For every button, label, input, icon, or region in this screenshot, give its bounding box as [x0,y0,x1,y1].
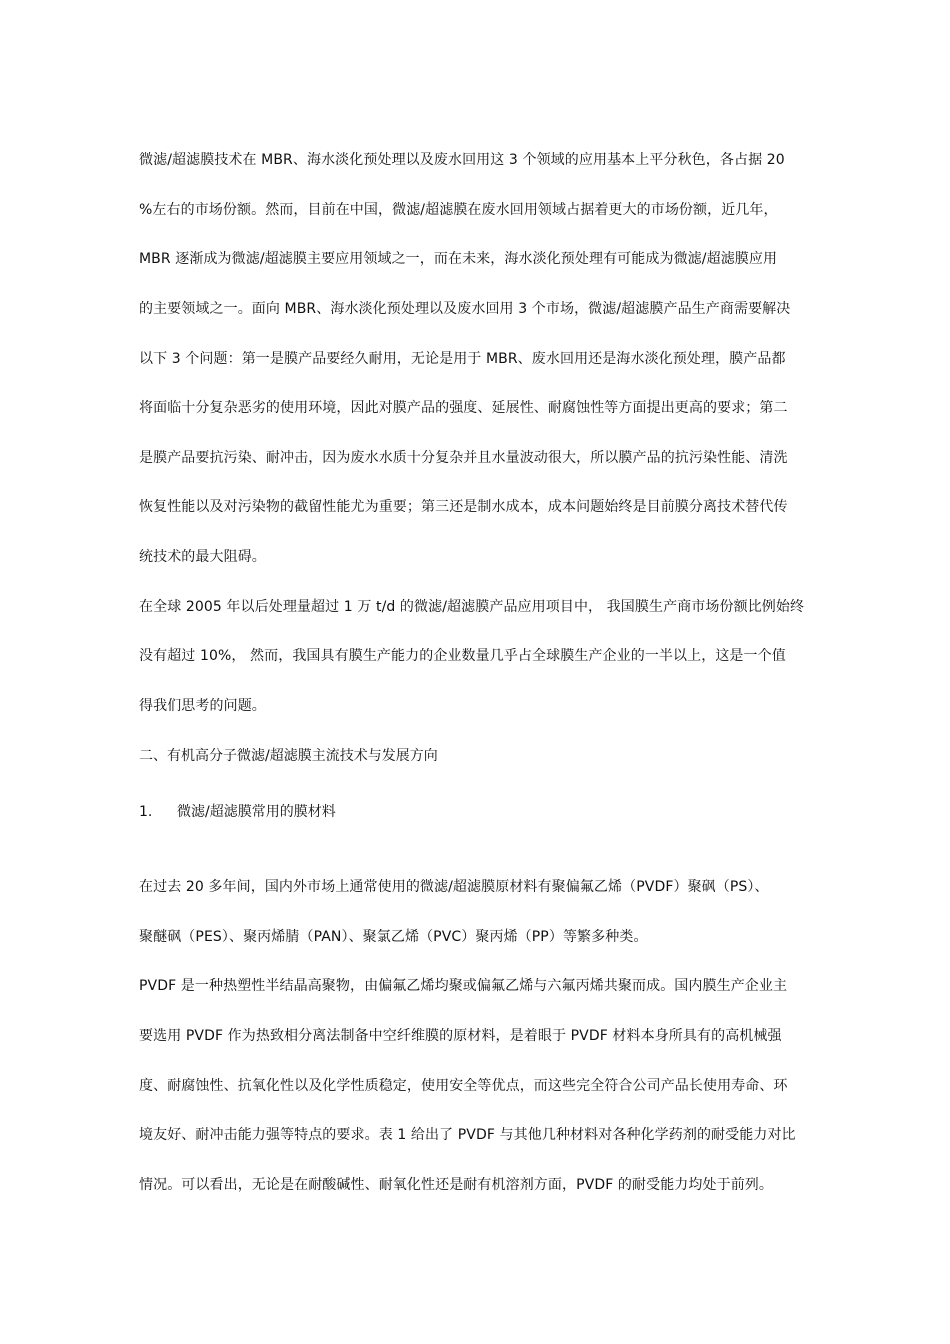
paragraph1-line: 恢复性能以及对污染物的截留性能尤为重要；第三还是制水成本，成本问题始终是目前膜分离技术替代传 [139,499,788,515]
section-heading: 二、有机高分子微滤/超滤膜主流技术与发展方向 [139,748,438,764]
paragraph1-line: 的主要领域之一。面向 MBR、海水淡化预处理以及废水回用 3 个市场，微滤/超滤膜产品生产商需要解决 [139,301,791,317]
paragraph1-line: 以下 3 个问题：第一是膜产品要经久耐用，无论是用于 MBR、废水回用还是海水淡化预处理，膜产品都 [139,351,786,367]
paragraph3-line: 聚醚砜（PES）、聚丙烯腈（PAN）、聚氯乙烯（PVC）聚丙烯（PP）等繁多种类。 [139,929,648,945]
paragraph2-line: 没有超过 10%， 然而，我国具有膜生产能力的企业数量几乎占全球膜生产企业的一半以上，这是一个值 [139,648,786,664]
paragraph1-line: 统技术的最大阻碍。 [139,549,266,565]
subsection-number: 1. [139,804,153,820]
subsection-title: 微滤/超滤膜常用的膜材料 [177,804,336,820]
paragraph2-line: 得我们思考的问题。 [139,698,266,714]
paragraph1-line: %左右的市场份额。然而，目前在中国，微滤/超滤膜在废水回用领域占据着更大的市场份额，近几年， [139,202,778,218]
paragraph1-line: 将面临十分复杂恶劣的使用环境，因此对膜产品的强度、延展性、耐腐蚀性等方面提出更高的要求；第二 [139,400,788,416]
paragraph3-line: 在过去 20 多年间，国内外市场上通常使用的微滤/超滤膜原材料有聚偏氟乙烯（PVDF）聚砜（PS）、 [139,879,769,895]
paragraph4-line: 度、耐腐蚀性、抗氧化性以及化学性质稳定，使用安全等优点，而这些完全符合公司产品长使用寿命、环 [139,1078,788,1094]
paragraph4-line: 情况。可以看出，无论是在耐酸碱性、耐氧化性还是耐有机溶剂方面，PVDF 的耐受能力均处于前列。 [139,1177,773,1193]
subsection-heading [139,802,336,822]
paragraph4-line: 要选用 PVDF 作为热致相分离法制备中空纤维膜的原材料，是着眼于 PVDF 材料本身所具有的高机械强 [139,1028,782,1044]
paragraph1-line: 是膜产品要抗污染、耐冲击，因为废水水质十分复杂并且水量波动很大，所以膜产品的抗污染性能、清洗 [139,450,788,466]
paragraph1-line: MBR 逐渐成为微滤/超滤膜主要应用领域之一，而在未来，海水淡化预处理有可能成为微滤/超滤膜应用 [139,251,778,267]
paragraph1-line: 微滤/超滤膜技术在 MBR、海水淡化预处理以及废水回用这 3 个领域的应用基本上平分秋色，各占据 20 [139,152,785,168]
paragraph2-line: 在全球 2005 年以后处理量超过 1 万 t/d 的微滤/超滤膜产品应用项目中， 我国膜生产商市场份额比例始终 [139,599,805,615]
paragraph4-line: 境友好、耐冲击能力强等特点的要求。表 1 给出了 PVDF 与其他几种材料对各种化学药剂的耐受能力对比 [139,1127,796,1143]
paragraph4-line: PVDF 是一种热塑性半结晶高聚物，由偏氟乙烯均聚或偏氟乙烯与六氟丙烯共聚而成。国内膜生产企业主 [139,978,788,994]
